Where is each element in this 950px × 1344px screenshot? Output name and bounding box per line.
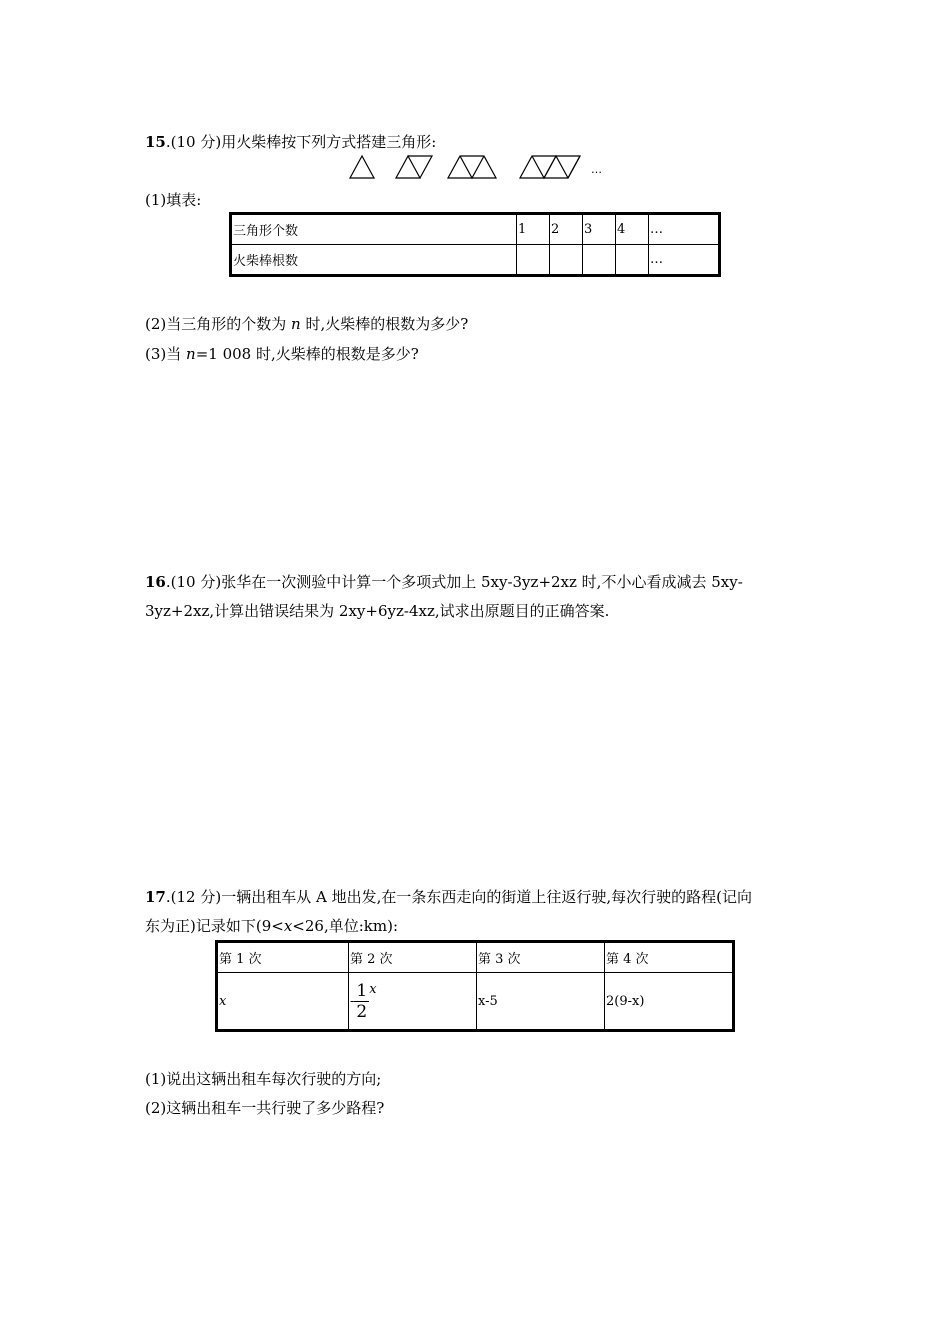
table-row [217,973,734,1031]
header-cell: 第 3 次 [477,942,605,973]
value-cell: x-5 [477,973,605,1031]
fraction-denominator: 2 [356,1001,368,1022]
cell-2-var: x [369,981,377,997]
q16-line1 [145,572,743,592]
row2-cell [550,245,583,276]
figure-ellipsis: … [591,163,602,176]
cell-2-sign: - [350,993,355,1009]
table-row [217,942,734,973]
figure-3-outline [448,156,496,178]
q15-part2-var: n [291,315,301,333]
cell-1-value: x [219,993,227,1009]
q15-part3-text-a: (3)当 [145,345,187,363]
row1-cell: 3 [583,214,616,245]
q15-part2-text-b: 时,火柴棒的根数为多少? [300,315,469,333]
figure-2-triangle-b [408,156,432,178]
value-cell [349,973,477,1031]
row1-cell: 4 [616,214,649,245]
figure-4-inner-3 [544,156,556,178]
q16-line2: 3yz+2xz,计算出错误结果为 2xy+6yz-4xz,试求出原题目的正确答案. [145,602,610,620]
q15-part2-text-a: (2)当三角形的个数为 [145,315,292,333]
row2-label: 火柴棒根数 [231,245,517,276]
row1-cell: 2 [550,214,583,245]
q15-part1: (1)填表: [145,191,202,209]
q15-stem-text: .(10 分)用火柴棒按下列方式搭建三角形: [165,133,437,151]
row2-cell [583,245,616,276]
q17-line1-text: .(12 分)一辆出租车从 A 地出发,在一条东西走向的街道上往返行驶,每次行驶的路程(记向 [165,888,752,906]
q15-part3-var: n [186,345,196,363]
q17-number: 17 [145,888,166,906]
q17-line1 [145,887,752,907]
q15-stem [145,132,436,152]
row2-cell [616,245,649,276]
value-cell [217,973,349,1031]
table-row [231,245,720,276]
q17-part1: (1)说出这辆出租车每次行驶的方向; [145,1070,382,1088]
header-cell: 第 1 次 [217,942,349,973]
q15-table [229,212,721,277]
q16-line1-text: .(10 分)张华在一次测验中计算一个多项式加上 5xy-3yz+2xz 时,不小心看成减去 5xy- [165,573,743,591]
row2-cell: … [649,245,720,276]
q17-line2 [145,916,398,936]
q15-part2 [145,314,468,334]
q17-line2-var: x [283,917,293,935]
q15-part3 [145,344,419,364]
figure-4-inner-2 [568,156,580,178]
q17-line2-text-a: 东为正)记录如下(9< [145,917,284,935]
figure-1-triangle [350,156,374,178]
fraction [354,981,369,1022]
q15-triangle-figure [348,154,608,180]
q15-part3-text-b: =1 008 时,火柴棒的根数是多少? [195,345,419,363]
row1-label: 三角形个数 [231,214,517,245]
value-cell: 2(9-x) [605,973,734,1031]
q16-number: 16 [145,573,166,591]
q15-number: 15 [145,133,166,151]
row1-cell: 1 [517,214,550,245]
fraction-numerator: 1 [356,980,368,1001]
header-cell: 第 2 次 [349,942,477,973]
table-row [231,214,720,245]
figure-2-triangle-a [396,156,420,178]
q17-part2: (2)这辆出租车一共行驶了多少路程? [145,1099,385,1117]
q17-line2-text-b: <26,单位:km): [292,917,398,935]
figure-3-inner [460,156,484,178]
header-cell: 第 4 次 [605,942,734,973]
row1-cell: … [649,214,720,245]
q17-table [215,940,735,1032]
row2-cell [517,245,550,276]
